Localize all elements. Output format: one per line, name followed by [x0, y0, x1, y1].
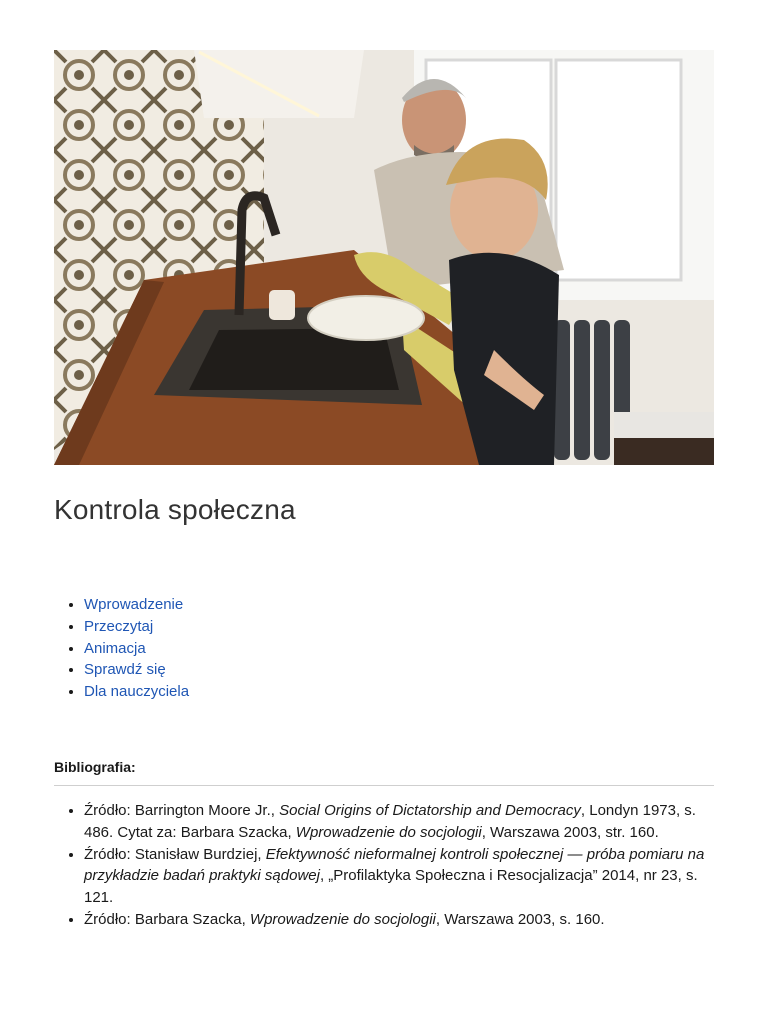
page-title: Kontrola społeczna [54, 494, 296, 525]
table-of-contents [54, 594, 189, 703]
bib-text: Źródło: Stanisław Burdziej, [84, 845, 266, 863]
bib-title: Wprowadzenie do socjologii [249, 910, 436, 928]
bibliography-item [84, 909, 714, 931]
bib-title: Efektywność nieformalnej kontroli społecznej — próba pomiaru na przykładzie badań praktyki sądowej [84, 845, 705, 885]
toc-item-animacja [84, 638, 189, 660]
toc-link-sprawdz-sie[interactable]: Sprawdź się [84, 661, 166, 679]
bibliography-list [54, 800, 714, 931]
bib-text: , „Profilaktyka Społeczna i Resocjalizacja” 2014, nr 23, s. 121. [84, 867, 698, 907]
bib-title: Wprowadzenie do socjologii [295, 823, 482, 841]
kitchen-illustration [54, 50, 714, 465]
bib-text: , Warszawa 2003, str. 160. [481, 823, 659, 841]
toc-item-sprawdz-sie [84, 659, 189, 681]
bibliography-item [84, 800, 714, 844]
toc-item-wprowadzenie [84, 594, 189, 616]
toc-item-dla-nauczyciela [84, 681, 189, 703]
hero-image [54, 50, 714, 465]
toc-link-przeczytaj[interactable]: Przeczytaj [84, 617, 154, 635]
bib-title: Social Origins of Dictatorship and Democracy [279, 802, 581, 819]
toc-item-przeczytaj [84, 616, 189, 638]
bib-text: Źródło: Barrington Moore Jr., [84, 802, 280, 819]
bib-text: , Warszawa 2003, s. 160. [435, 910, 605, 928]
bibliography-item [84, 844, 714, 909]
bib-text: , Londyn 1973, s. 486. Cytat za: Barbara Szacka, [84, 802, 696, 841]
bibliography-divider [54, 785, 714, 786]
toc-link-wprowadzenie[interactable]: Wprowadzenie [84, 596, 184, 613]
toc-link-animacja[interactable]: Animacja [84, 639, 146, 657]
bibliography-heading: Bibliografia: [54, 759, 136, 775]
toc-link-dla-nauczyciela[interactable]: Dla nauczyciela [84, 683, 190, 701]
bib-text: Źródło: Barbara Szacka, [84, 910, 250, 928]
